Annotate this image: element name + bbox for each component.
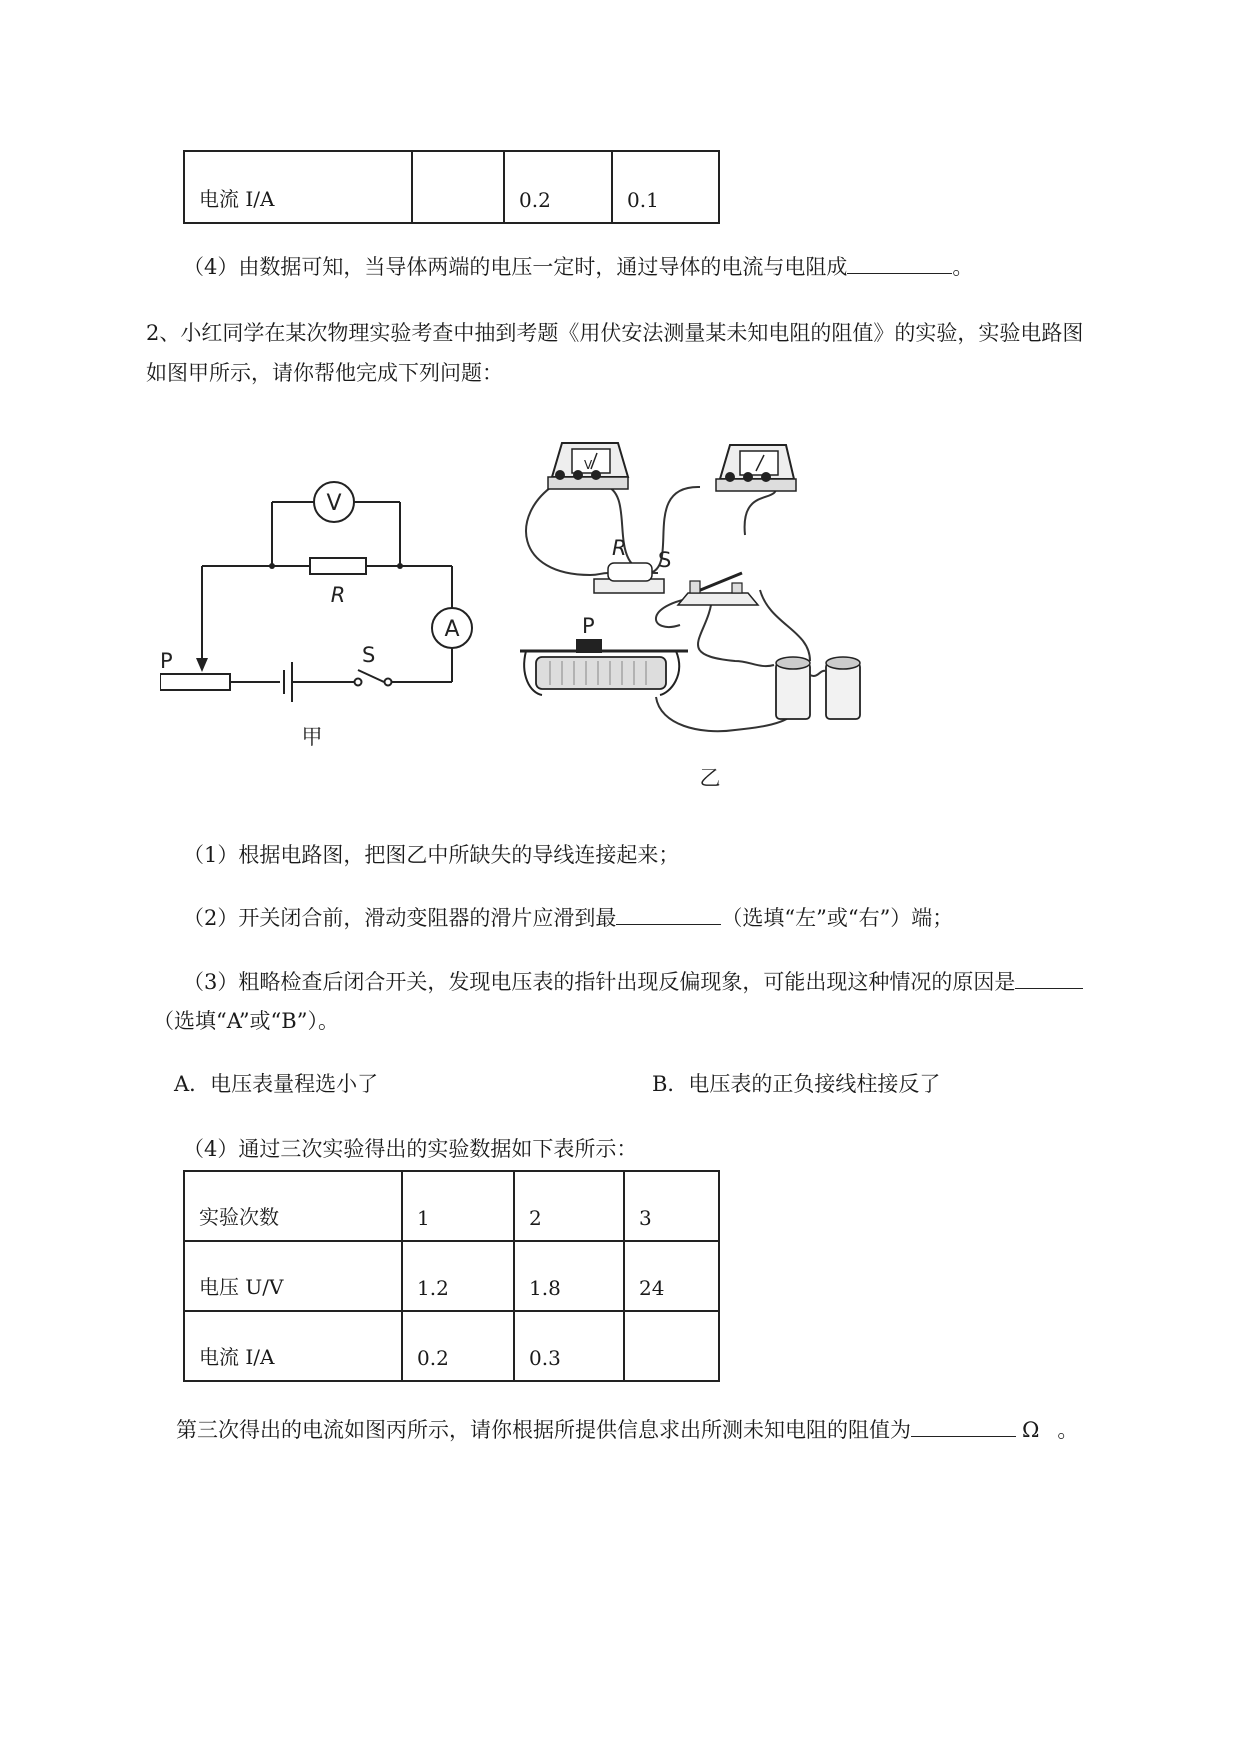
sub-question-1: （1）根据电路图，把图乙中所缺失的导线连接起来； [183, 843, 680, 867]
final-end: 。 [1057, 1418, 1079, 1442]
table2-cell: 1.2 [402, 1241, 514, 1311]
final-text: 第三次得出的电流如图丙所示，请你根据所提供信息求出所测未知电阻的阻值为 [176, 1418, 911, 1442]
circuit-diagram-jia [160, 470, 480, 760]
final-question [176, 1414, 1078, 1445]
svg-text:V: V [584, 458, 593, 472]
sub-question-4: （4）通过三次实验得出的实验数据如下表所示： [183, 1137, 638, 1161]
table2-cell: 2 [514, 1171, 624, 1241]
sub-question-3-line-1 [183, 966, 1083, 997]
slider-label: P [160, 649, 173, 673]
data-table-2 [183, 1170, 720, 1382]
answer-blank[interactable] [911, 1414, 1016, 1437]
apparatus-switch-label: S [658, 548, 672, 572]
option-a: A．电压表量程选小了 [174, 1072, 379, 1096]
question-2-line-2: 如图甲所示，请你帮他完成下列问题： [146, 361, 503, 385]
figure-caption-jia: 甲 [301, 725, 323, 749]
voltmeter-label: V [326, 491, 342, 516]
table2-cell: 24 [624, 1241, 719, 1311]
ammeter-label: A [444, 617, 460, 642]
question-1-part-4 [183, 251, 973, 282]
resistor-label: R [330, 583, 346, 607]
apparatus-slider-label: P [582, 614, 595, 638]
apparatus-resistor-label: R [612, 536, 627, 560]
table2-cell: 0.3 [514, 1311, 624, 1381]
table2-cell: 1 [402, 1171, 514, 1241]
final-unit: Ω [1022, 1418, 1040, 1442]
q1-4-text: （4）由数据可知，当导体两端的电压一定时，通过导体的电流与电阻成 [183, 255, 848, 279]
option-b: B．电压表的正负接线柱接反了 [652, 1072, 941, 1096]
data-table-1 [183, 150, 720, 224]
answer-blank[interactable] [616, 902, 721, 925]
table2-cell: 1.8 [514, 1241, 624, 1311]
sub3-text: （3）粗略检查后闭合开关，发现电压表的指针出现反偏现象，可能出现这种情况的原因是 [183, 970, 1016, 994]
answer-blank[interactable] [847, 251, 952, 274]
q1-4-end: 。 [952, 255, 974, 279]
apparatus-diagram-yi [520, 425, 890, 795]
figure-caption-yi: 乙 [699, 766, 721, 790]
table1-cell [412, 151, 504, 223]
table2-cell: 电流 I/A [184, 1311, 402, 1381]
sub-question-3-line-2: （选填“A”或“B”）。 [153, 1009, 339, 1033]
table1-cell: 0.1 [612, 151, 719, 223]
table1-cell: 0.2 [504, 151, 612, 223]
switch-label: S [362, 643, 376, 667]
table2-cell: 3 [624, 1171, 719, 1241]
sub-question-2 [183, 902, 953, 933]
table1-cell: 电流 I/A [184, 151, 412, 223]
sub2-end: （选填“左”或“右”）端； [721, 906, 954, 930]
table2-cell: 实验次数 [184, 1171, 402, 1241]
table2-cell: 0.2 [402, 1311, 514, 1381]
sub2-text: （2）开关闭合前，滑动变阻器的滑片应滑到最 [183, 906, 617, 930]
answer-blank[interactable] [1015, 966, 1083, 989]
table2-cell: 电压 U/V [184, 1241, 402, 1311]
question-2-line-1: 2、小红同学在某次物理实验考查中抽到考题《用伏安法测量某未知电阻的阻值》的实验，实验电路图 [146, 321, 1084, 345]
table2-cell [624, 1311, 719, 1381]
